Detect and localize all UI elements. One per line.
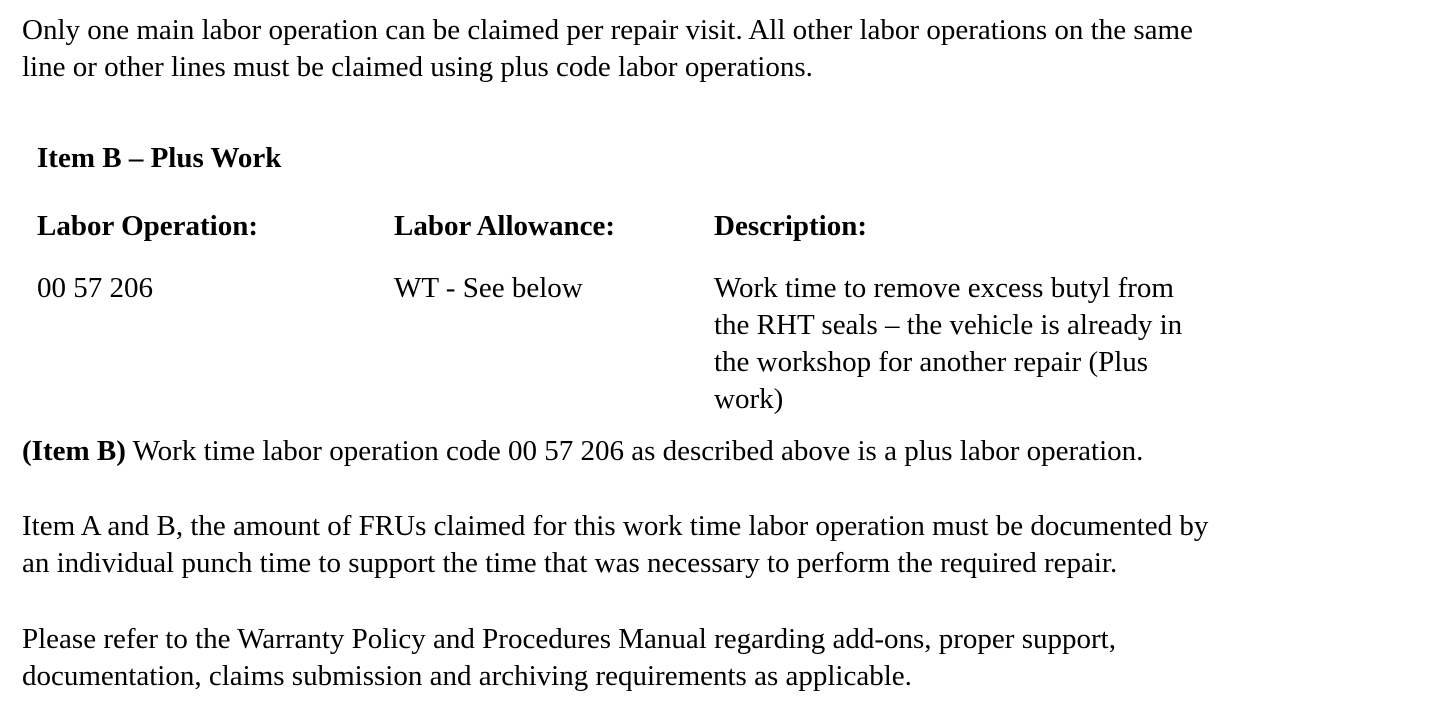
item-b-heading: Item B – Plus Work [37,142,282,174]
cell-description [714,270,1182,418]
refer-line-1: Please refer to the Warranty Policy and Procedures Manual regarding add-ons, proper support, [22,623,1116,655]
header-description: Description: [714,210,868,242]
item-b-note-label: (Item B) [22,435,126,467]
intro-paragraph [22,12,1422,86]
description-line-4: work) [714,383,784,415]
description-line-3: the workshop for another repair (Plus [714,346,1149,378]
cell-labor-operation: 00 57 206 [37,272,153,304]
intro-line-2: line or other lines must be claimed using plus code labor operations. [22,51,813,83]
item-ab-line-1: Item A and B, the amount of FRUs claimed for this work time labor operation must be documented by [22,510,1209,542]
header-labor-allowance: Labor Allowance: [394,210,615,242]
item-ab-note [22,508,1422,582]
cell-labor-allowance: WT - See below [394,272,583,304]
item-b-note-text: Work time labor operation code 00 57 206 as described above is a plus labor operation. [125,435,1144,467]
description-line-2: the RHT seals – the vehicle is already in [714,309,1183,341]
intro-line-1: Only one main labor operation can be claimed per repair visit. All other labor operations on the same [22,14,1193,46]
description-line-1: Work time to remove excess butyl from [714,272,1174,304]
item-ab-line-2: an individual punch time to support the time that was necessary to perform the required repair. [22,547,1118,579]
header-labor-operation: Labor Operation: [37,210,258,242]
refer-line-2: documentation, claims submission and archiving requirements as applicable. [22,660,912,692]
refer-note [22,621,1422,695]
item-b-note [22,433,1422,470]
